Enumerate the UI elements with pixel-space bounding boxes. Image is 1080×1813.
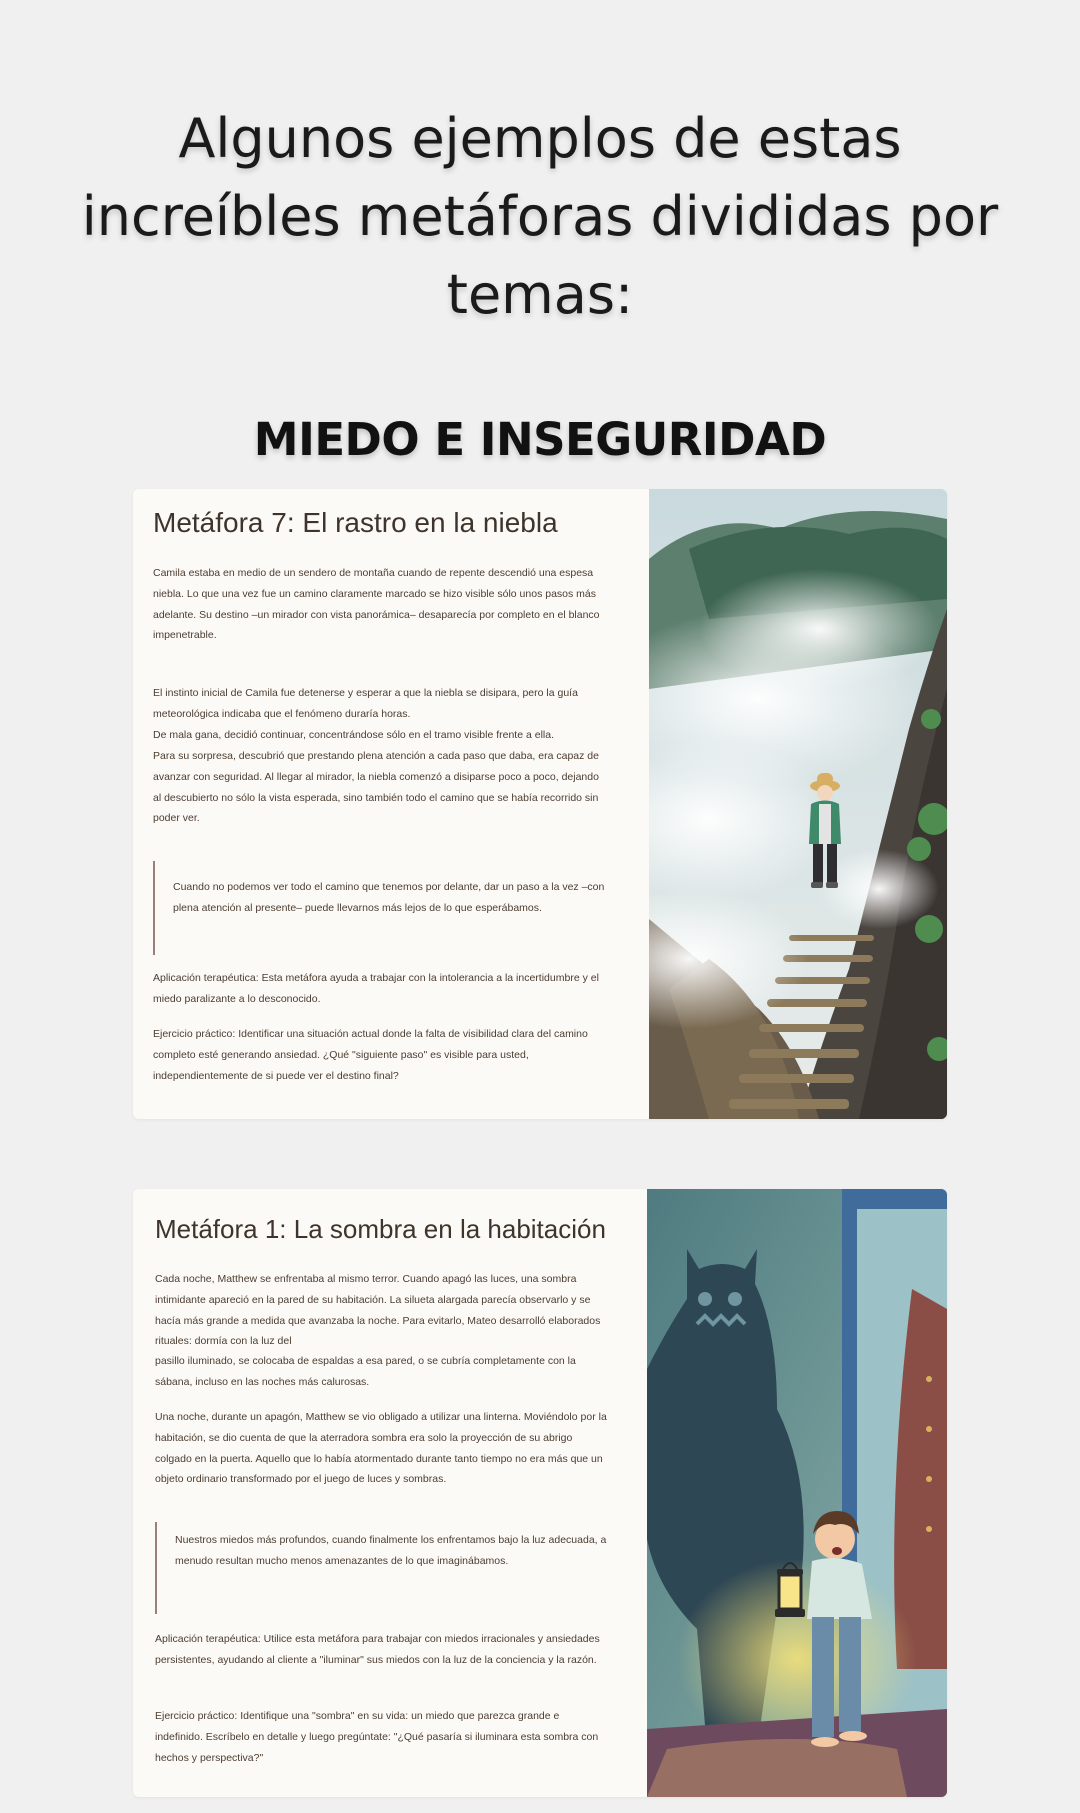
quote-text: Nuestros miedos más profundos, cuando finalmente los enfrentamos bajo la luz adecuada, a menudo resultan mucho menos amenazantes de lo que imaginábamos.	[175, 1534, 607, 1567]
lantern-icon	[775, 1563, 805, 1617]
metaphor-card	[133, 1189, 947, 1797]
metaphor-card	[133, 489, 947, 1119]
practical-exercise: Ejercicio práctico: Identifique una "sombra" en su vida: un miedo que parezca grande e indefinido. Escríbelo en detalle y luego pregúntate: "¿Qué pasaría si iluminara esta sombra con hechos y perspectiva?"	[155, 1710, 599, 1764]
therapeutic-application: Aplicación terapéutica: Utilice esta metáfora para trabajar con miedos irracionales y ansiedades persistentes, ayudando al cliente a "iluminar" sus miedos con la luz de la conciencia y la razón.	[155, 1633, 600, 1666]
story-paragraph: pasillo iluminado, se colocaba de espaldas a esa pared, o se cubría completamente con la sábana, incluso en las noches más calurosas.	[155, 1355, 576, 1388]
page-headline: Algunos ejemplos de estas increíbles metáforas divididas por temas:	[81, 107, 999, 326]
therapeutic-application: Aplicación terapéutica: Esta metáfora ayuda a trabajar con la intolerancia a la incertidumbre y el miedo paralizante a lo desconocido.	[153, 972, 599, 1005]
practical-exercise: Ejercicio práctico: Identificar una situación actual donde la falta de visibilidad clara del camino completo esté generando ansiedad. ¿Qué "siguiente paso" es visible para usted, independientemente de si puede ver el destino final?	[153, 1028, 588, 1082]
quote-block	[155, 1522, 610, 1614]
story-paragraph: Camila estaba en medio de un sendero de montaña cuando de repente descendió una espesa niebla. Lo que una vez fue un camino claramente marcado se hizo visible sólo unos pasos más adelante. Su destino –un mirador con vista panorámica– desaparecía por completo en el blanco impenetrable.	[153, 567, 600, 642]
card-title: Metáfora 7: El rastro en la niebla	[153, 507, 558, 538]
quote-text: Cuando no podemos ver todo el camino que tenemos por delante, dar un paso a la vez –con plena atención al presente– puede llevarnos más lejos de lo que esperábamos.	[173, 881, 605, 914]
mountain-fog-illustration	[649, 489, 947, 1119]
story-paragraph: De mala gana, decidió continuar, concentrándose sólo en el tramo visible frente a ella.	[153, 729, 554, 741]
story-paragraph: Cada noche, Matthew se enfrentaba al mismo terror. Cuando apagó las luces, una sombra intimidante apareció en la pared de su habitación. La silueta alargada parecía observarlo y se hacía más grande a medida que avanzaba la noche. Para evitarlo, Mateo desarrolló elaborados rituales: dormía con la luz del	[155, 1273, 601, 1348]
story-paragraph: Para su sorpresa, descubrió que prestando plena atención a cada paso que daba, era capaz de avanzar con seguridad. Al llegar al mirador, la niebla comenzó a disiparse poco a poco, dejando al descubierto no sólo la vista esperada, sino también todo el camino que se había recorrido sin poder ver.	[153, 750, 599, 825]
card-title: Metáfora 1: La sombra en la habitación	[155, 1214, 606, 1244]
shadow-room-illustration	[647, 1189, 947, 1797]
section-title: MIEDO E INSEGURIDAD	[253, 413, 827, 466]
story-paragraph: El instinto inicial de Camila fue detenerse y esperar a que la niebla se disipara, pero la guía meteorológica indicaba que el fenómeno duraría horas.	[153, 687, 578, 720]
story-paragraph: Una noche, durante un apagón, Matthew se vio obligado a utilizar una linterna. Moviéndolo por la habitación, se dio cuenta de que la aterradora sombra era solo la proyección de su abrigo colgado en la puerta. Aquello que lo había atormentado durante tanto tiempo no era más que un objeto ordinario transformado por el juego de luces y sombras.	[155, 1411, 607, 1486]
quote-block	[153, 861, 608, 955]
